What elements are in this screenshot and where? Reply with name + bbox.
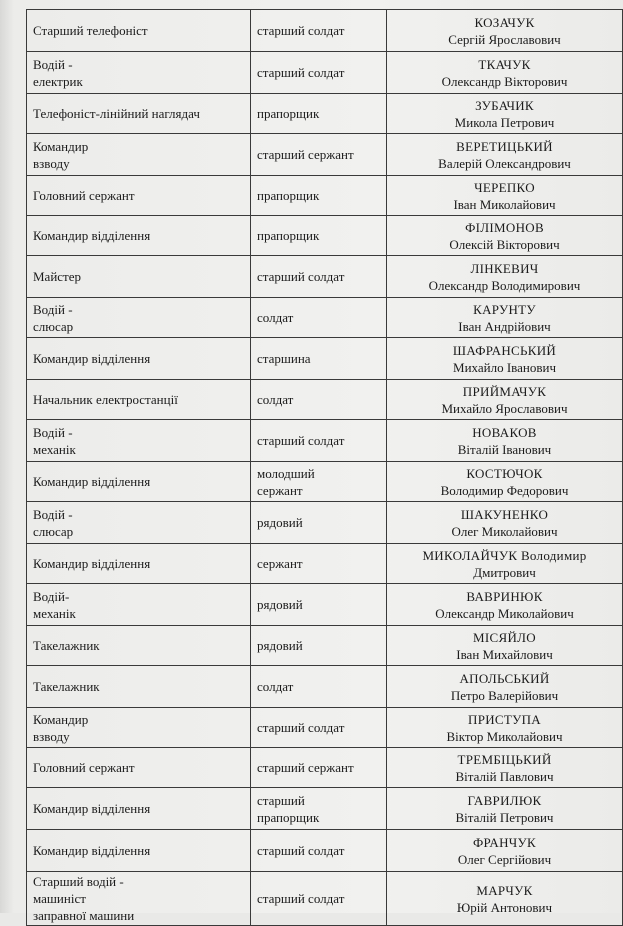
position-cell [27, 626, 251, 666]
given-names-text: Іван Михайлович [456, 646, 553, 662]
personnel-table [26, 9, 623, 926]
position-text: Водій - [33, 56, 73, 72]
position-text: Водій - [33, 424, 73, 440]
position-text: Командир відділення [33, 228, 151, 243]
full-name-cell [387, 626, 623, 666]
rank-cell [251, 52, 387, 94]
position-cell [27, 380, 251, 420]
given-names-text: Юрій Антонович [456, 899, 553, 915]
rank-cell [251, 748, 387, 788]
rank-cell [251, 134, 387, 176]
rank-text: старший солдат [257, 269, 345, 284]
position-cell [27, 338, 251, 380]
given-names-text: Сергій Ярославович [448, 31, 561, 47]
rank-cell [251, 380, 387, 420]
position-text: заправної машини [33, 908, 135, 923]
full-name-cell [387, 298, 623, 338]
position-text: Командир [33, 138, 89, 154]
surname-text: ПРИСТУПА [468, 711, 541, 727]
rank-text: прапорщик [257, 228, 320, 243]
table-row [27, 830, 623, 872]
position-text: механік [33, 605, 76, 621]
given-names-text: Іван Андрійович [458, 318, 551, 334]
given-names-text: Олександр Вікторович [441, 73, 568, 89]
rank-text: солдат [257, 310, 294, 325]
table-row [27, 176, 623, 216]
table-row [27, 708, 623, 748]
position-cell [27, 544, 251, 584]
table-row [27, 872, 623, 926]
rank-text: рядовий [257, 597, 303, 612]
full-name-cell [387, 830, 623, 872]
full-name-cell [387, 380, 623, 420]
position-cell [27, 748, 251, 788]
rank-cell [251, 462, 387, 502]
full-name-cell [387, 544, 623, 584]
rank-text: молодший [257, 465, 315, 481]
surname-text: ВАВРИНЮК [466, 588, 543, 604]
position-cell [27, 216, 251, 256]
rank-text: старший сержант [257, 147, 354, 162]
position-text: Водій - [33, 301, 73, 317]
surname-text: ПРИЙМАЧУК [462, 383, 547, 399]
rank-text: солдат [257, 392, 294, 407]
rank-cell [251, 626, 387, 666]
rank-cell [251, 502, 387, 544]
position-text: взводу [33, 728, 70, 744]
position-text: Головний сержант [33, 760, 135, 775]
position-text: Такелажник [33, 679, 100, 694]
position-cell [27, 176, 251, 216]
rank-cell [251, 420, 387, 462]
table-row [27, 544, 623, 584]
given-names-text: Михайло Ярославович [441, 400, 568, 416]
rank-text: старший солдат [257, 891, 345, 906]
table-row [27, 788, 623, 830]
rank-cell [251, 830, 387, 872]
table-row [27, 748, 623, 788]
surname-text: КОСТЮЧОК [466, 465, 543, 481]
given-names-text: Віктор Миколайович [446, 728, 563, 744]
rank-text: рядовий [257, 515, 303, 530]
given-names-text: Віталій Петрович [455, 809, 554, 825]
surname-text: МІСЯЙЛО [473, 629, 536, 645]
surname-text: ШАФРАНСЬКИЙ [452, 342, 557, 358]
position-text: Головний сержант [33, 188, 135, 203]
full-name-cell [387, 584, 623, 626]
full-name-cell [387, 462, 623, 502]
given-names-text: Олег Сергійович [457, 851, 552, 867]
full-name-cell [387, 748, 623, 788]
given-names-text: Олег Миколайович [451, 523, 558, 539]
rank-cell [251, 216, 387, 256]
given-names-text: Олександр Миколайович [435, 605, 574, 621]
given-names-text: Олексій Вікторович [449, 236, 560, 252]
position-text: електрик [33, 73, 83, 89]
position-text: Командир відділення [33, 801, 151, 816]
rank-cell [251, 176, 387, 216]
rank-cell [251, 708, 387, 748]
given-names-text: Дмитрович [473, 564, 536, 580]
position-cell [27, 872, 251, 926]
surname-text: АПОЛЬСЬКИЙ [459, 670, 550, 686]
position-cell [27, 134, 251, 176]
rank-text: старшина [257, 351, 311, 366]
rank-text: рядовий [257, 638, 303, 653]
rank-text: старший солдат [257, 720, 345, 735]
position-cell [27, 420, 251, 462]
rank-cell [251, 256, 387, 298]
full-name-cell [387, 134, 623, 176]
full-name-cell [387, 420, 623, 462]
rank-text: солдат [257, 679, 294, 694]
position-text: Командир відділення [33, 843, 151, 858]
table-row [27, 256, 623, 298]
full-name-cell [387, 256, 623, 298]
rank-text: старший солдат [257, 843, 345, 858]
surname-text: ЛІНКЕВИЧ [470, 260, 539, 276]
rank-cell [251, 94, 387, 134]
given-names-text: Валерій Олександрович [438, 155, 571, 171]
table-row [27, 94, 623, 134]
personnel-table-body [27, 10, 623, 926]
given-names-text: Микола Петрович [454, 114, 555, 130]
table-row [27, 462, 623, 502]
surname-text: ЗУБАЧИК [475, 97, 534, 113]
full-name-cell [387, 216, 623, 256]
surname-text: ШАКУНЕНКО [460, 506, 549, 522]
table-row [27, 502, 623, 544]
position-cell [27, 256, 251, 298]
full-name-cell [387, 10, 623, 52]
position-cell [27, 788, 251, 830]
position-text: слюсар [33, 318, 74, 334]
surname-text: КОЗАЧУК [474, 14, 535, 30]
position-cell [27, 298, 251, 338]
surname-text: МАРЧУК [476, 882, 533, 898]
rank-cell [251, 10, 387, 52]
full-name-cell [387, 176, 623, 216]
position-text: Старший телефоніст [33, 23, 148, 38]
full-name-cell [387, 338, 623, 380]
rank-cell [251, 544, 387, 584]
surname-text: МИКОЛАЙЧУК Володимир [422, 547, 587, 563]
given-names-text: Михайло Іванович [453, 359, 556, 375]
rank-text: прапорщик [257, 106, 320, 121]
surname-text: ВЕРЕТИЦЬКИЙ [456, 138, 553, 154]
full-name-cell [387, 872, 623, 926]
full-name-cell [387, 666, 623, 708]
position-text: Командир відділення [33, 474, 151, 489]
full-name-cell [387, 708, 623, 748]
position-cell [27, 666, 251, 708]
surname-text: ТКАЧУК [478, 56, 531, 72]
position-text: Водій- [33, 588, 70, 604]
position-text: механік [33, 441, 76, 457]
given-names-text: Олександр Володимирович [428, 277, 581, 293]
table-row [27, 380, 623, 420]
position-cell [27, 462, 251, 502]
position-text: Телефоніст-лінійний наглядач [33, 106, 200, 121]
full-name-cell [387, 502, 623, 544]
table-row [27, 420, 623, 462]
surname-text: НОВАКОВ [472, 424, 537, 440]
rank-text: старший солдат [257, 23, 345, 38]
surname-text: ФРАНЧУК [472, 834, 537, 850]
surname-text: ФІЛІМОНОВ [465, 219, 544, 235]
rank-cell [251, 584, 387, 626]
position-cell [27, 708, 251, 748]
position-cell [27, 830, 251, 872]
table-row [27, 626, 623, 666]
table-row [27, 216, 623, 256]
full-name-cell [387, 788, 623, 830]
rank-text: старший солдат [257, 65, 345, 80]
position-text: слюсар [33, 523, 74, 539]
table-row [27, 298, 623, 338]
rank-text: старший сержант [257, 760, 354, 775]
rank-text: старший [257, 792, 305, 808]
rank-text: прапорщик [257, 809, 320, 825]
surname-text: КАРУНТУ [473, 301, 536, 317]
table-row [27, 10, 623, 52]
rank-cell [251, 872, 387, 926]
position-text: машиніст [33, 891, 86, 906]
given-names-text: Володимир Федорович [440, 482, 569, 498]
position-text: взводу [33, 155, 70, 171]
position-text: Водій - [33, 506, 73, 522]
rank-cell [251, 666, 387, 708]
position-text: Командир [33, 711, 89, 727]
given-names-text: Віталій Павлович [455, 768, 554, 784]
given-names-text: Віталій Іванович [457, 441, 552, 457]
table-row [27, 338, 623, 380]
full-name-cell [387, 52, 623, 94]
rank-text: прапорщик [257, 188, 320, 203]
table-row [27, 584, 623, 626]
rank-cell [251, 788, 387, 830]
position-text: Командир відділення [33, 351, 151, 366]
surname-text: ГАВРИЛЮК [467, 792, 542, 808]
position-cell [27, 94, 251, 134]
rank-cell [251, 338, 387, 380]
rank-text: старший солдат [257, 433, 345, 448]
surname-text: ЧЕРЕПКО [474, 179, 535, 195]
rank-text: сержант [257, 556, 303, 571]
position-text: Командир відділення [33, 556, 151, 571]
surname-text: ТРЕМБІЦЬКИЙ [457, 751, 552, 767]
position-cell [27, 10, 251, 52]
position-text: Такелажник [33, 638, 100, 653]
position-cell [27, 52, 251, 94]
table-row [27, 666, 623, 708]
table-row [27, 134, 623, 176]
rank-text: сержант [257, 482, 303, 498]
given-names-text: Іван Миколайович [453, 196, 556, 212]
rank-cell [251, 298, 387, 338]
position-text: Майстер [33, 269, 82, 284]
table-row [27, 52, 623, 94]
given-names-text: Петро Валерійович [450, 687, 559, 703]
position-cell [27, 502, 251, 544]
full-name-cell [387, 94, 623, 134]
position-text: Начальник електростанції [33, 392, 178, 407]
position-cell [27, 584, 251, 626]
position-text: Старший водій - [33, 874, 124, 889]
